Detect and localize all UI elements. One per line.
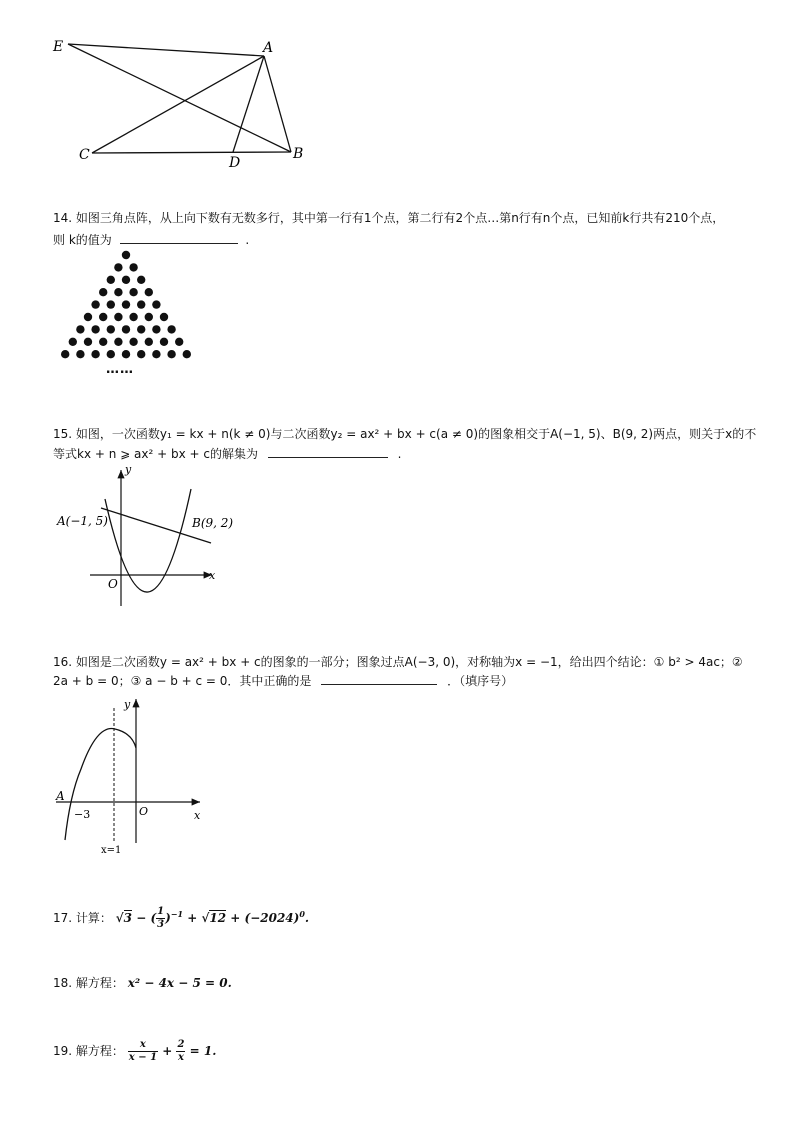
- q17-exp0: 0: [299, 909, 305, 919]
- q16-x-label: x: [194, 809, 201, 822]
- q17-plus: +: [187, 911, 198, 925]
- q16-number: 16.: [53, 655, 73, 669]
- q14-line2-suffix: .: [245, 233, 250, 247]
- label-A: A: [263, 40, 274, 56]
- label-E: E: [53, 39, 64, 55]
- q19-tail: = 1.: [189, 1044, 217, 1058]
- q17-frac-num: 1: [157, 906, 165, 917]
- q15-number: 15.: [53, 427, 73, 441]
- q16-tick-neg3: −3: [74, 808, 91, 821]
- q17-number: 17.: [53, 911, 73, 925]
- q17-exp: −1: [170, 909, 184, 919]
- q16-point-a-label: A: [56, 789, 65, 803]
- label-D: D: [229, 155, 241, 171]
- q17-prefix: 计算：: [75, 911, 112, 925]
- q19-prefix: 解方程：: [75, 1044, 124, 1058]
- question-19: [53, 1036, 216, 1066]
- q16-parabola: [65, 729, 136, 841]
- q19-plus: +: [162, 1044, 173, 1058]
- q15-line2-prefix: 等式kx + n ⩾ ax² + bx + c的解集为: [53, 447, 258, 461]
- q15-origin-label: O: [108, 577, 118, 591]
- q19-fraction-2: [176, 1039, 185, 1064]
- q19-frac2-num: 2: [177, 1039, 185, 1050]
- q15-line1: 如图，一次函数y₁ = kx + n(k ≠ 0)与二次函数y₂ = ax² + bx + c(a ≠ 0)的图象相交于A(−1, 5)、B(9, 2)两点，则关于x的不: [75, 427, 757, 441]
- q17-tail: + (−2024): [230, 911, 300, 925]
- q18-equation: x² − 4x − 5 = 0.: [127, 976, 232, 990]
- q15-line2-suffix: .: [397, 447, 402, 461]
- q19-frac1-num: x: [128, 1039, 158, 1052]
- q17-expression: √3 − ( $\frac{1}{3}$ )$^{-1} + √12 + (-2024)^0$.: [115, 906, 310, 930]
- q15-point-a-label: A(−1, 5): [57, 514, 108, 528]
- q15-x-label: x: [209, 569, 216, 582]
- q14-line1: 如图三角点阵，从上向下数有无数多行，其中第一行有1个点，第二行有2个点…第n行有n个点，已知前k行共有210个点，: [75, 211, 725, 225]
- question-18: [53, 972, 232, 994]
- q17-fraction: [156, 906, 165, 931]
- q16-line2-a: 2a + b = 0；③ a − b + c = 0．其中正确的是: [53, 674, 312, 688]
- label-B: B: [293, 146, 304, 162]
- q17-minus: −: [136, 911, 147, 925]
- q16-line2-b: ．（填序号）: [447, 674, 514, 688]
- sqrt-symbol-icon: √: [115, 911, 124, 925]
- q19-frac2-den: x: [177, 1052, 184, 1063]
- dots-ellipsis: ……: [106, 362, 134, 377]
- question-17: [53, 903, 309, 929]
- q16-line1: 如图是二次函数y = ax² + bx + c的图象的一部分；图象过点A(−3, 0)，对称轴为x = −1，给出四个结论：① b² > 4ac；②: [75, 655, 743, 669]
- q19-frac1-den: x − 1: [128, 1052, 158, 1063]
- q17-end: .: [304, 911, 310, 925]
- q19-fraction-1: [128, 1039, 158, 1064]
- q15-y-label: y: [125, 463, 132, 476]
- q18-number: 18.: [53, 976, 73, 990]
- q19-number: 19.: [53, 1044, 73, 1058]
- q16-origin-label: O: [139, 805, 149, 818]
- q17-frac-den: 3: [157, 919, 165, 930]
- q18-prefix: 解方程：: [75, 976, 124, 990]
- q15-point-b-label: B(9, 2): [192, 516, 234, 530]
- q17-sqrt2-radicand: 12: [209, 911, 227, 925]
- q19-equation: [128, 1039, 217, 1063]
- sqrt-symbol-icon: √: [201, 911, 210, 925]
- q17-sqrt1-radicand: 3: [123, 911, 133, 925]
- q16-axis-of-symmetry-label: x=1: [101, 845, 122, 856]
- q14-line2-prefix: 则 k的值为: [53, 233, 112, 247]
- label-C: C: [79, 147, 90, 163]
- q14-number: 14.: [53, 211, 73, 225]
- q16-y-label: y: [124, 698, 131, 711]
